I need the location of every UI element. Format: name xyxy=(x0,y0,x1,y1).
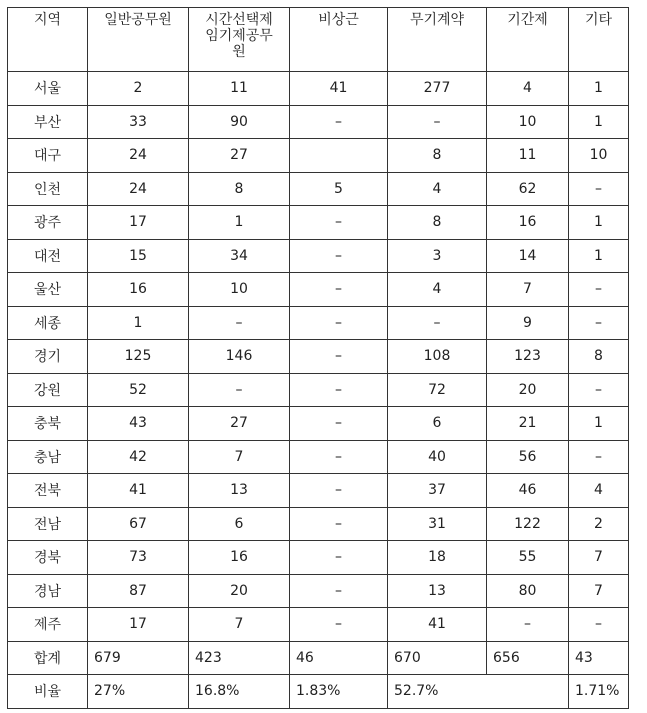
value-cell-general: 67 xyxy=(88,507,189,541)
value-cell-non-standing: – xyxy=(290,574,388,608)
table-row xyxy=(8,72,629,106)
value-cell-non-standing: 5 xyxy=(290,172,388,206)
value-cell-non-standing: – xyxy=(290,206,388,240)
region-cell: 강원 xyxy=(8,373,88,407)
region-cell: 서울 xyxy=(8,72,88,106)
value-cell-other: 7 xyxy=(569,574,629,608)
total-cell: 43 xyxy=(569,641,629,675)
value-cell-indefinite: 18 xyxy=(388,541,487,575)
value-cell-non-standing: – xyxy=(290,340,388,374)
value-cell-other: – xyxy=(569,440,629,474)
value-cell-general: 2 xyxy=(88,72,189,106)
value-cell-fixed-term: 21 xyxy=(487,407,569,441)
value-cell-general: 41 xyxy=(88,474,189,508)
region-cell: 경북 xyxy=(8,541,88,575)
region-cell: 충남 xyxy=(8,440,88,474)
table-row xyxy=(8,206,629,240)
ratio-non-standing: 1.83% xyxy=(290,675,388,709)
value-cell-fixed-term: 14 xyxy=(487,239,569,273)
region-cell: 경남 xyxy=(8,574,88,608)
value-cell-part-time: 7 xyxy=(189,440,290,474)
value-cell-other: – xyxy=(569,306,629,340)
value-cell-non-standing: – xyxy=(290,105,388,139)
value-cell-general: 52 xyxy=(88,373,189,407)
value-cell-general: 17 xyxy=(88,206,189,240)
region-cell: 광주 xyxy=(8,206,88,240)
value-cell-fixed-term: 10 xyxy=(487,105,569,139)
table-row xyxy=(8,306,629,340)
table-row xyxy=(8,105,629,139)
value-cell-general: 42 xyxy=(88,440,189,474)
value-cell-part-time: 34 xyxy=(189,239,290,273)
ratio-label: 비율 xyxy=(8,675,88,709)
value-cell-part-time: 90 xyxy=(189,105,290,139)
total-cell: 423 xyxy=(189,641,290,675)
total-cell: 670 xyxy=(388,641,487,675)
data-table xyxy=(7,7,629,709)
table-row xyxy=(8,474,629,508)
total-cell: 46 xyxy=(290,641,388,675)
value-cell-indefinite: – xyxy=(388,105,487,139)
region-cell: 충북 xyxy=(8,407,88,441)
value-cell-fixed-term: 55 xyxy=(487,541,569,575)
value-cell-part-time: 20 xyxy=(189,574,290,608)
header-general-official: 일반공무원 xyxy=(88,8,189,72)
ratio-part-time: 16.8% xyxy=(189,675,290,709)
value-cell-fixed-term: 123 xyxy=(487,340,569,374)
value-cell-indefinite: 6 xyxy=(388,407,487,441)
value-cell-indefinite: 31 xyxy=(388,507,487,541)
table-row xyxy=(8,507,629,541)
value-cell-indefinite: 8 xyxy=(388,206,487,240)
value-cell-other: 1 xyxy=(569,239,629,273)
value-cell-non-standing: – xyxy=(290,239,388,273)
value-cell-indefinite: 4 xyxy=(388,172,487,206)
table-row xyxy=(8,139,629,173)
table-row xyxy=(8,574,629,608)
value-cell-other: – xyxy=(569,608,629,642)
ratio-row xyxy=(8,675,629,709)
region-cell: 인천 xyxy=(8,172,88,206)
value-cell-non-standing: – xyxy=(290,440,388,474)
value-cell-non-standing: – xyxy=(290,541,388,575)
value-cell-other: – xyxy=(569,273,629,307)
value-cell-non-standing: – xyxy=(290,373,388,407)
table-row xyxy=(8,440,629,474)
header-part-time-official: 시간선택제 임기제공무 원 xyxy=(189,8,290,72)
value-cell-non-standing: 41 xyxy=(290,72,388,106)
region-cell: 경기 xyxy=(8,340,88,374)
value-cell-other: 8 xyxy=(569,340,629,374)
header-other: 기타 xyxy=(569,8,629,72)
region-cell: 대구 xyxy=(8,139,88,173)
header-region: 지역 xyxy=(8,8,88,72)
value-cell-part-time: 7 xyxy=(189,608,290,642)
header-row xyxy=(8,8,629,72)
total-cell: 679 xyxy=(88,641,189,675)
value-cell-general: 33 xyxy=(88,105,189,139)
value-cell-general: 43 xyxy=(88,407,189,441)
table-row xyxy=(8,373,629,407)
value-cell-general: 16 xyxy=(88,273,189,307)
value-cell-non-standing: – xyxy=(290,273,388,307)
ratio-indefinite-and-fixed: 52.7% xyxy=(388,675,569,709)
value-cell-part-time: – xyxy=(189,373,290,407)
value-cell-general: 17 xyxy=(88,608,189,642)
value-cell-indefinite: 72 xyxy=(388,373,487,407)
region-cell: 제주 xyxy=(8,608,88,642)
value-cell-fixed-term: 122 xyxy=(487,507,569,541)
value-cell-indefinite: 37 xyxy=(388,474,487,508)
value-cell-indefinite: 40 xyxy=(388,440,487,474)
value-cell-other: 1 xyxy=(569,72,629,106)
value-cell-fixed-term: – xyxy=(487,608,569,642)
table-row xyxy=(8,340,629,374)
value-cell-indefinite: 3 xyxy=(388,239,487,273)
value-cell-part-time: 13 xyxy=(189,474,290,508)
value-cell-other: 10 xyxy=(569,139,629,173)
table-row xyxy=(8,541,629,575)
value-cell-general: 24 xyxy=(88,172,189,206)
header-non-standing: 비상근 xyxy=(290,8,388,72)
table-row xyxy=(8,239,629,273)
header-indefinite-contract: 무기계약 xyxy=(388,8,487,72)
value-cell-part-time: 10 xyxy=(189,273,290,307)
region-cell: 부산 xyxy=(8,105,88,139)
value-cell-general: 24 xyxy=(88,139,189,173)
value-cell-part-time: 1 xyxy=(189,206,290,240)
value-cell-fixed-term: 16 xyxy=(487,206,569,240)
value-cell-fixed-term: 9 xyxy=(487,306,569,340)
value-cell-indefinite: 277 xyxy=(388,72,487,106)
table-row xyxy=(8,608,629,642)
value-cell-part-time: 27 xyxy=(189,139,290,173)
value-cell-indefinite: – xyxy=(388,306,487,340)
value-cell-other: 1 xyxy=(569,105,629,139)
value-cell-general: 1 xyxy=(88,306,189,340)
value-cell-non-standing: – xyxy=(290,306,388,340)
value-cell-fixed-term: 4 xyxy=(487,72,569,106)
table-row xyxy=(8,172,629,206)
region-cell: 전북 xyxy=(8,474,88,508)
value-cell-non-standing: – xyxy=(290,507,388,541)
value-cell-fixed-term: 56 xyxy=(487,440,569,474)
value-cell-other: – xyxy=(569,172,629,206)
value-cell-indefinite: 4 xyxy=(388,273,487,307)
value-cell-other: 1 xyxy=(569,407,629,441)
value-cell-general: 87 xyxy=(88,574,189,608)
value-cell-non-standing xyxy=(290,139,388,173)
value-cell-other: 1 xyxy=(569,206,629,240)
value-cell-general: 15 xyxy=(88,239,189,273)
value-cell-fixed-term: 80 xyxy=(487,574,569,608)
table-row xyxy=(8,407,629,441)
value-cell-other: 4 xyxy=(569,474,629,508)
value-cell-part-time: 6 xyxy=(189,507,290,541)
value-cell-indefinite: 13 xyxy=(388,574,487,608)
table-row xyxy=(8,273,629,307)
value-cell-general: 73 xyxy=(88,541,189,575)
region-cell: 전남 xyxy=(8,507,88,541)
header-fixed-term: 기간제 xyxy=(487,8,569,72)
value-cell-other: 2 xyxy=(569,507,629,541)
value-cell-part-time: 146 xyxy=(189,340,290,374)
region-cell: 대전 xyxy=(8,239,88,273)
value-cell-general: 125 xyxy=(88,340,189,374)
ratio-other: 1.71% xyxy=(569,675,629,709)
value-cell-indefinite: 8 xyxy=(388,139,487,173)
total-label: 합계 xyxy=(8,641,88,675)
value-cell-fixed-term: 7 xyxy=(487,273,569,307)
value-cell-fixed-term: 20 xyxy=(487,373,569,407)
region-cell: 세종 xyxy=(8,306,88,340)
region-cell: 울산 xyxy=(8,273,88,307)
value-cell-other: – xyxy=(569,373,629,407)
value-cell-fixed-term: 62 xyxy=(487,172,569,206)
value-cell-non-standing: – xyxy=(290,407,388,441)
value-cell-part-time: – xyxy=(189,306,290,340)
value-cell-part-time: 27 xyxy=(189,407,290,441)
value-cell-part-time: 11 xyxy=(189,72,290,106)
value-cell-other: 7 xyxy=(569,541,629,575)
value-cell-non-standing: – xyxy=(290,608,388,642)
total-row xyxy=(8,641,629,675)
value-cell-part-time: 16 xyxy=(189,541,290,575)
total-cell: 656 xyxy=(487,641,569,675)
value-cell-non-standing: – xyxy=(290,474,388,508)
value-cell-indefinite: 41 xyxy=(388,608,487,642)
value-cell-part-time: 8 xyxy=(189,172,290,206)
value-cell-fixed-term: 11 xyxy=(487,139,569,173)
ratio-general: 27% xyxy=(88,675,189,709)
value-cell-fixed-term: 46 xyxy=(487,474,569,508)
value-cell-indefinite: 108 xyxy=(388,340,487,374)
